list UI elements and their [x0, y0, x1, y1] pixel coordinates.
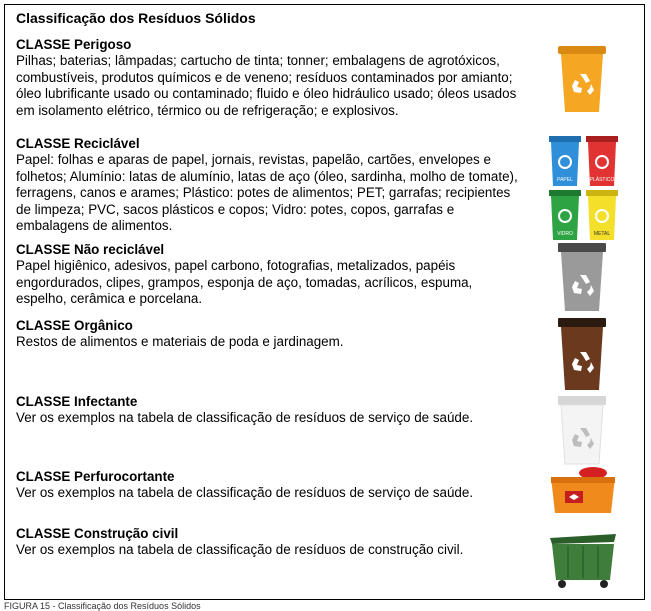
sharps-container-icon — [549, 467, 617, 515]
section-body: Pilhas; baterias; lâmpadas; cartucho de tinta; tonner; embalagens de agrotóxicos, combustíveis, produtos químicos e de veneno; resíduos contaminados por amianto; óleo lubrificante usado ou contaminado; fluido e óleo hidráulico usado; óleos usados em isolamento elétrico, térmico ou de refrigeração; e explosivos. — [16, 53, 517, 118]
plastic-bin-label: PLÁSTICO — [589, 177, 615, 183]
section-heading: CLASSE Não reciclável — [16, 242, 165, 257]
section-organico — [16, 318, 526, 351]
section-body: Ver os exemplos na tabela de classificação de resíduos de construção civil. — [16, 542, 464, 557]
organic-bin-icon — [557, 318, 607, 392]
section-heading: CLASSE Orgânico — [16, 318, 133, 333]
section-perigoso — [16, 37, 526, 119]
section-body: Ver os exemplos na tabela de classificação de resíduos de serviço de saúde. — [16, 485, 474, 500]
page-title: Classificação dos Resíduos Sólidos — [16, 10, 256, 26]
glass-bin-label: VIDRO — [557, 231, 573, 237]
section-body: Papel: folhas e aparas de papel, jornais, revistas, papelão, cartões, envelopes e folhetos; Alumínio: latas de alumínio, latas de aço (óleo, sardinha, molho de tomate), ferragens, canos e arames; Plástico: potes de alimentos; PET; garrafas; recipientes de limpeza; PVC, sacos plásticos e copos; Vidro: potes, copos, garrafas e embalagens de alimentos. — [16, 152, 518, 234]
infectious-bin-icon — [557, 396, 607, 466]
section-heading: CLASSE Reciclável — [16, 136, 140, 151]
figure-caption: FIGURA 15 - Classificação dos Resíduos Sólidos — [4, 601, 201, 611]
section-perfurocortante — [16, 469, 526, 502]
recyclable-bins-icon — [548, 136, 620, 242]
section-body: Papel higiênico, adesivos, papel carbono, fotografias, metalizados, papéis engordurados, clipes, grampos, esponja de aço, tomadas, acrílicos, espuma, espelho, cerâmica e porcelana. — [16, 258, 473, 307]
section-construcao-civil — [16, 526, 526, 559]
section-body: Ver os exemplos na tabela de classificação de resíduos de serviço de saúde. — [16, 410, 474, 425]
section-heading: CLASSE Infectante — [16, 394, 138, 409]
hazardous-bin-icon — [557, 46, 607, 114]
section-infectante — [16, 394, 526, 427]
section-heading: CLASSE Perfurocortante — [16, 469, 175, 484]
paper-bin-label: PAPEL — [557, 177, 573, 183]
section-heading: CLASSE Perigoso — [16, 37, 132, 52]
section-nao-reciclavel — [16, 242, 526, 308]
section-reciclavel — [16, 136, 526, 235]
section-heading: CLASSE Construção civil — [16, 526, 179, 541]
non-recyclable-bin-icon — [557, 243, 607, 313]
construction-dumpster-icon — [548, 532, 618, 590]
section-body: Restos de alimentos e materiais de poda e jardinagem. — [16, 334, 344, 349]
metal-bin-label: METAL — [593, 231, 611, 237]
